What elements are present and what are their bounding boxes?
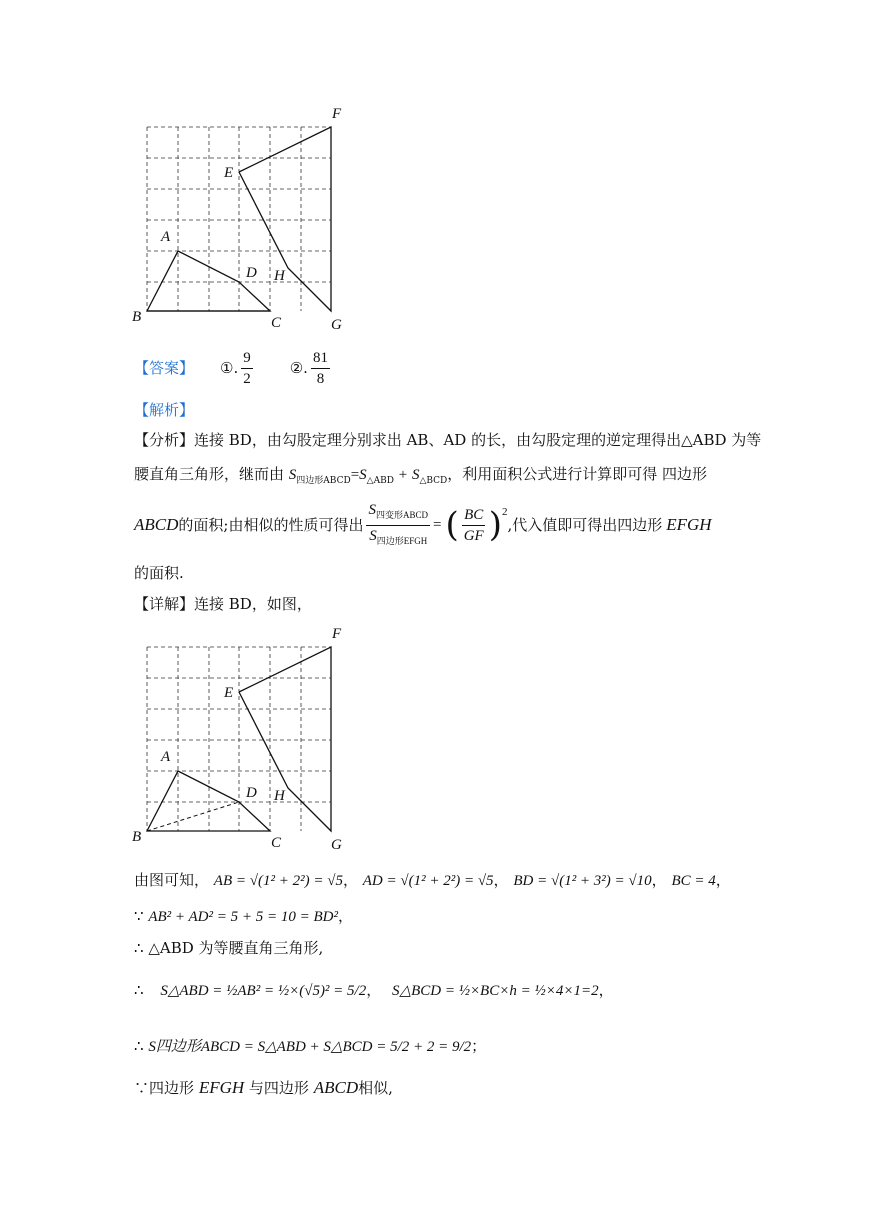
calc-line-5: ∴ S四边形ABCD = S△ABD + S△BCD = 5/2 + 2 = 9/2； bbox=[134, 1037, 487, 1055]
analysis-tag: 【解析】 bbox=[134, 401, 195, 419]
quad-abcd bbox=[147, 251, 270, 311]
calc-line-6: ∵四边形 EFGH 与四边形 ABCD相似, bbox=[134, 1078, 393, 1097]
fenxi-line-1: 【分析】连接 BD，由勾股定理分别求出 AB、AD 的长，由勾股定理的逆定理得出△ABD 为等 bbox=[134, 431, 762, 449]
expr-area-bcd: S△BCD = ½×BC×h = ½×4×1=2 bbox=[392, 983, 599, 999]
fenxi-line-3: ABCD 的面积;由相似的性质可得出 $\frac{S_{四变形ABCD}}{S_{四边形EFGH}}$ = ( $\frac{BC}{GF}$ ) 2 ,代入值即可得出四边形 EFGH bbox=[134, 500, 712, 550]
label-H-2: H bbox=[274, 788, 285, 804]
answer-line bbox=[134, 346, 333, 390]
figure-1 bbox=[128, 100, 358, 335]
expr-ab: AB = √(1² + 2²) = √5 bbox=[213, 873, 343, 889]
segment-bd bbox=[147, 802, 239, 831]
calc-line-4: ∴ S△ABD = ½AB² = ½×(√5)² = 5/2， S△BCD = ½×BC×h = ½×4×1=2， bbox=[134, 981, 614, 999]
label-G-2: G bbox=[331, 837, 342, 853]
figure-2 bbox=[128, 620, 358, 855]
label-G: G bbox=[331, 317, 342, 333]
answer-tag: 【答案】 bbox=[134, 359, 195, 377]
label-D: D bbox=[246, 265, 257, 281]
label-F: F bbox=[332, 106, 342, 122]
label-C-2: C bbox=[271, 835, 282, 851]
expr-sum: AB² + AD² = 5 + 5 = 10 = BD² bbox=[148, 909, 338, 925]
fenxi-line-2: 腰直角三角形，继而由 $S_{四边形ABCD}=S_{\triangle ABD} + S_{\triangle BCD}$，利用面积公式进行计算即可得 四边形 bbox=[134, 465, 708, 486]
left-paren: ( bbox=[445, 505, 459, 545]
calc-line-3: ∴ △ABD 为等腰直角三角形, bbox=[134, 939, 324, 957]
label-F-2: F bbox=[332, 626, 342, 642]
right-paren: ) bbox=[488, 505, 502, 545]
label-E-2: E bbox=[224, 685, 234, 701]
quad-efgh-2 bbox=[239, 647, 331, 831]
ratio-fraction: $\frac{S_{四变形ABCD}}{S_{四边形EFGH}}$ bbox=[368, 501, 428, 546]
answer-fraction-1: $\frac{9}{2}$ bbox=[243, 349, 251, 387]
answer-mark-1: ①. bbox=[220, 359, 239, 377]
label-D-2: D bbox=[246, 785, 257, 801]
xiangjie-line: 【详解】连接 BD，如图， bbox=[134, 595, 312, 613]
fenxi-line-4: 的面积. bbox=[134, 564, 184, 582]
label-A-2: A bbox=[161, 749, 171, 765]
label-B: B bbox=[132, 309, 142, 325]
expr-bc: BC = 4 bbox=[671, 873, 716, 889]
label-H: H bbox=[274, 268, 285, 284]
label-B-2: B bbox=[132, 829, 142, 845]
quad-abcd-2 bbox=[147, 771, 270, 831]
label-C: C bbox=[271, 315, 282, 331]
xiangjie-tag: 【详解】 bbox=[134, 595, 195, 613]
label-E: E bbox=[224, 165, 234, 181]
answer-fraction-2: $\frac{81}{8}$ bbox=[312, 349, 328, 387]
bc-gf-fraction: $\frac{BC}{GF}$ bbox=[463, 506, 484, 544]
label-A: A bbox=[161, 229, 171, 245]
expr-area-abd: S△ABD = ½AB² = ½×(√5)² = 5/2 bbox=[160, 983, 367, 999]
fenxi-tag: 【分析】 bbox=[134, 431, 195, 449]
expr-bd: BD = √(1² + 3²) = √10 bbox=[513, 873, 652, 889]
answer-mark-2: ②. bbox=[289, 359, 308, 377]
calc-line-2: ∵ AB² + AD² = 5 + 5 = 10 = BD²， bbox=[134, 907, 353, 925]
expr-area-abcd: S四边形ABCD = S△ABD + S△BCD = 5/2 + 2 = 9/2 bbox=[148, 1039, 472, 1055]
expr-ad: AD = √(1² + 2²) = √5 bbox=[362, 873, 494, 889]
calc-line-1: 由图可知， AB = √(1² + 2²) = √5， AD = √(1² + 2²) = √5， BD = √(1² + 3²) = √10， BC = 4， bbox=[134, 871, 731, 889]
quad-efgh bbox=[239, 127, 331, 311]
